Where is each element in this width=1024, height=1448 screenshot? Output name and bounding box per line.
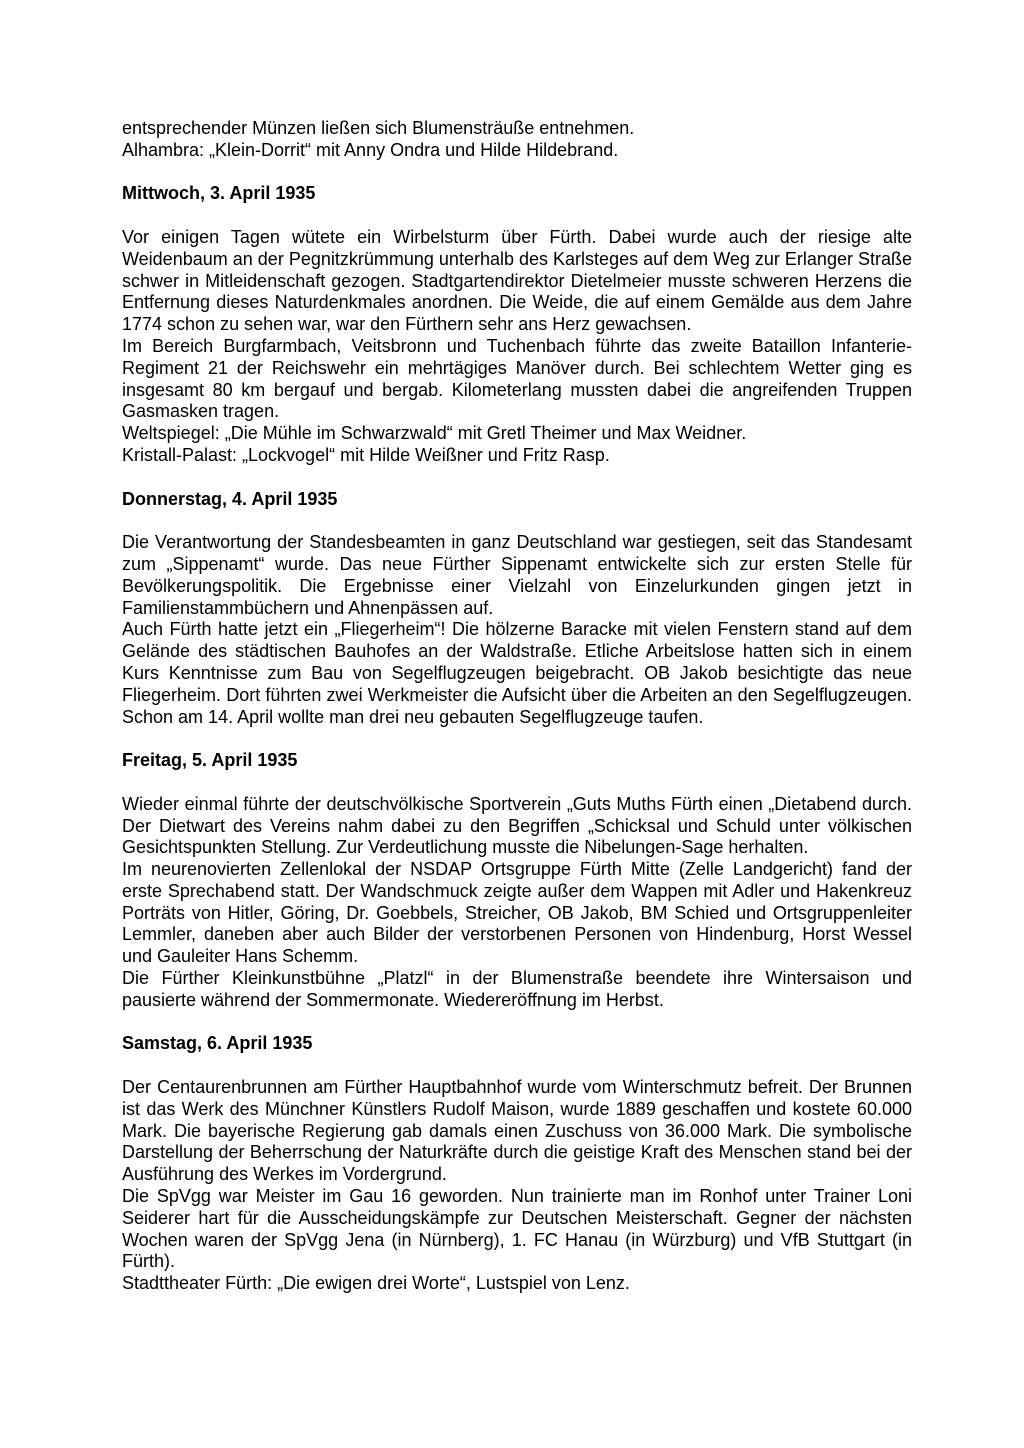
- section-heading-donnerstag: Donnerstag, 4. April 1935: [122, 488, 338, 509]
- paragraph: Die SpVgg war Meister im Gau 16 geworden. Nun trainierte man im Ronhof unter Trainer Loni Seiderer hart für die Ausscheidungskämpfe zur Deutschen Meisterschaft. Gegner der nächsten Wochen waren der SpVgg Jena (in Nürnberg), 1. FC Hanau (in Würzburg) und VfB Stuttgart (in Fürth).: [122, 1186, 912, 1272]
- paragraph: Weltspiegel: „Die Mühle im Schwarzwald“ mit Gretl Theimer und Max Weidner.: [122, 423, 747, 444]
- paragraph: Wieder einmal führte der deutschvölkische Sportverein „Guts Muths Fürth einen „Dietabend durch. Der Dietwart des Vereins nahm dabei zu den Begriffen „Schicksal und Schuld unter völkischen Gesichtspunkten Stellung. Zur Verdeutlichung musste die Nibelungen-Sage herhalten.: [122, 793, 912, 858]
- section-heading-mittwoch: Mittwoch, 3. April 1935: [122, 183, 316, 204]
- page-content: [122, 118, 912, 1295]
- paragraph: Auch Fürth hatte jetzt ein „Fliegerheim“! Die hölzerne Baracke mit vielen Fenstern stand auf dem Gelände des städtischen Bauhofes an der Waldstraße. Etliche Arbeitslose hatten sich in einem Kurs Kenntnisse zum Bau von Segelflugzeugen beigebracht. OB Jakob besichtigte das neue Fliegerheim. Dort führten zwei Werkmeister die Aufsicht über die Arbeiten an den Segelflugzeugen. Schon am 14. April wollte man drei neu gebauten Segelflugzeuge taufen.: [122, 619, 912, 727]
- intro-paragraph: Alhambra: „Klein-Dorrit“ mit Anny Ondra und Hilde Hildebrand.: [122, 139, 619, 160]
- paragraph: Vor einigen Tagen wütete ein Wirbelsturm über Fürth. Dabei wurde auch der riesige alte Weidenbaum an der Pegnitzkrümmung unterhalb des Karlsteges auf dem Weg zur Erlanger Straße schwer in Mitleidenschaft gezogen. Stadtgartendirektor Dietelmeier musste schweren Herzens die Entfernung dieses Naturdenkmales anordnen. Die Weide, die auf einem Gemälde aus dem Jahre 1774 schon zu sehen war, war den Fürthern sehr ans Herz gewachsen.: [122, 226, 912, 335]
- section-heading-freitag: Freitag, 5. April 1935: [122, 750, 298, 771]
- paragraph: Die Fürther Kleinkunstbühne „Platzl“ in der Blumenstraße beendete ihre Wintersaison und pausierte während der Sommermonate. Wiedereröffnung im Herbst.: [122, 968, 912, 1010]
- paragraph: Der Centaurenbrunnen am Fürther Hauptbahnhof wurde vom Winterschmutz befreit. Der Brunnen ist das Werk des Münchner Künstlers Rudolf Maison, wurde 1889 geschaffen und kostete 60.000 Mark. Die bayerische Regierung gab damals einen Zuschuss von 36.000 Mark. Die symbolische Darstellung der Beherrschung der Naturkräfte durch die geistige Kraft des Menschen stand bei der Ausführung des Werkes im Vordergrund.: [122, 1077, 912, 1185]
- paragraph: Stadttheater Fürth: „Die ewigen drei Worte“, Lustspiel von Lenz.: [122, 1273, 630, 1294]
- paragraph: Im neurenovierten Zellenlokal der NSDAP Ortsgruppe Fürth Mitte (Zelle Landgericht) fand der erste Sprechabend statt. Der Wandschmuck zeigte außer dem Wappen mit Adler und Hakenkreuz Porträts von Hitler, Göring, Dr. Goebbels, Streicher, OB Jakob, BM Schied und Ortsgruppenleiter Lemmler, daneben aber auch Bilder der verstorbenen Personen von Hindenburg, Horst Wessel und Gauleiter Hans Schemm.: [122, 859, 912, 967]
- paragraph: Kristall-Palast: „Lockvogel“ mit Hilde Weißner und Fritz Rasp.: [122, 444, 610, 465]
- paragraph: Im Bereich Burgfarmbach, Veitsbronn und Tuchenbach führte das zweite Bataillon Infanterie-Regiment 21 der Reichswehr ein mehrtägiges Manöver durch. Bei schlechtem Wetter ging es insgesamt 80 km bergauf und bergab. Kilometerlang mussten dabei die angreifenden Truppen Gasmasken tragen.: [122, 335, 912, 422]
- section-heading-samstag: Samstag, 6. April 1935: [122, 1033, 313, 1054]
- intro-paragraph: entsprechender Münzen ließen sich Blumensträuße entnehmen.: [122, 118, 635, 138]
- paragraph: Die Verantwortung der Standesbeamten in ganz Deutschland war gestiegen, seit das Standesamt zum „Sippenamt“ wurde. Das neue Fürther Sippenamt entwickelte sich zur ersten Stelle für Bevölkerungspolitik. Die Ergebnisse einer Vielzahl von Einzelurkunden gingen jetzt in Familienstammbüchern und Ahnenpässen auf.: [122, 532, 912, 618]
